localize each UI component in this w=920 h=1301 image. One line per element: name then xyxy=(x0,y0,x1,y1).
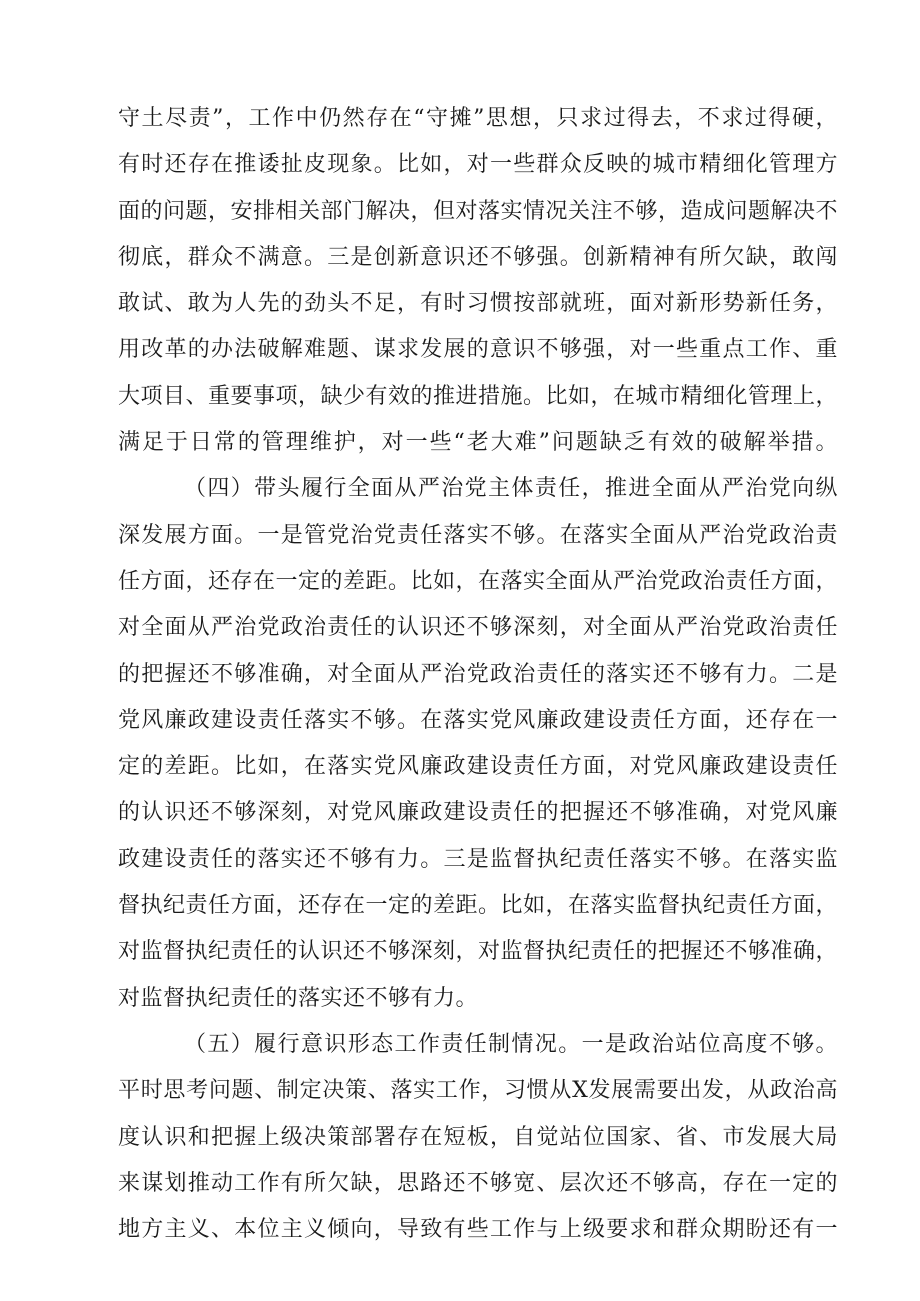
text-line: 面的问题，安排相关部门解决，但对落实情况关注不够，造成问题解决不 xyxy=(118,198,839,224)
text-line: 任方面，还存在一定的差距。比如，在落实全面从严治党政治责任方面， xyxy=(118,568,839,594)
text-line: 督执纪责任方面，还存在一定的差距。比如，在落实监督执纪责任方面， xyxy=(118,893,839,919)
text-line: 度认识和把握上级决策部署存在短板，自觉站位国家、省、市发展大局 xyxy=(118,1124,838,1150)
text-line: 用改革的办法破解难题、谋求发展的意识不够强，对一些重点工作、重 xyxy=(118,337,838,363)
text-line: 地方主义、本位主义倾向，导致有些工作与上级要求和群众期盼还有一 xyxy=(118,1217,838,1243)
text-line: 深发展方面。一是管党治党责任落实不够。在落实全面从严治党政治责 xyxy=(118,522,838,548)
text-line: 敢试、敢为人先的劲头不足，有时习惯按部就班，面对新形势新任务， xyxy=(118,291,838,317)
body-text xyxy=(118,96,838,1253)
text-line: 满足于日常的管理维护，对一些“老大难”问题缺乏有效的破解举措。 xyxy=(118,430,838,456)
text-line: 有时还存在推诿扯皮现象。比如，对一些群众反映的城市精细化管理方 xyxy=(118,152,838,178)
text-line: 的认识还不够深刻，对党风廉政建设责任的把握还不够准确，对党风廉 xyxy=(118,800,838,826)
text-line: 对监督执纪责任的落实还不够有力。 xyxy=(118,985,479,1011)
text-line: 的把握还不够准确，对全面从严治党政治责任的落实还不够有力。二是 xyxy=(118,661,838,687)
text-line: 大项目、重要事项，缺少有效的推进措施。比如，在城市精细化管理上， xyxy=(118,383,839,409)
text-line: 党风廉政建设责任落实不够。在落实党风廉政建设责任方面，还存在一 xyxy=(118,707,838,733)
text-line: 彻底，群众不满意。三是创新意识还不够强。创新精神有所欠缺，敢闯 xyxy=(118,244,838,270)
text-line: 来谋划推动工作有所欠缺，思路还不够宽、层次还不够高，存在一定的 xyxy=(118,1170,838,1196)
section-heading-line: （五）履行意识形态工作责任制情况。一是政治站位高度不够。 xyxy=(184,1031,838,1057)
text-line: 守土尽责”，工作中仍然存在“守摊”思想，只求过得去，不求过得硬， xyxy=(118,106,838,131)
section-heading-line: （四）带头履行全面从严治党主体责任，推进全面从严治党向纵 xyxy=(184,476,838,502)
text-line: 对监督执纪责任的认识还不够深刻，对监督执纪责任的把握还不够准确， xyxy=(118,939,839,965)
text-line: 对全面从严治党政治责任的认识还不够深刻，对全面从严治党政治责任 xyxy=(118,615,838,641)
text-line: 政建设责任的落实还不够有力。三是监督执纪责任落实不够。在落实监 xyxy=(118,846,838,872)
text-line: 平时思考问题、制定决策、落实工作，习惯从X发展需要出发，从政治高 xyxy=(118,1078,838,1104)
text-line: 定的差距。比如，在落实党风廉政建设责任方面，对党风廉政建设责任 xyxy=(118,754,838,780)
